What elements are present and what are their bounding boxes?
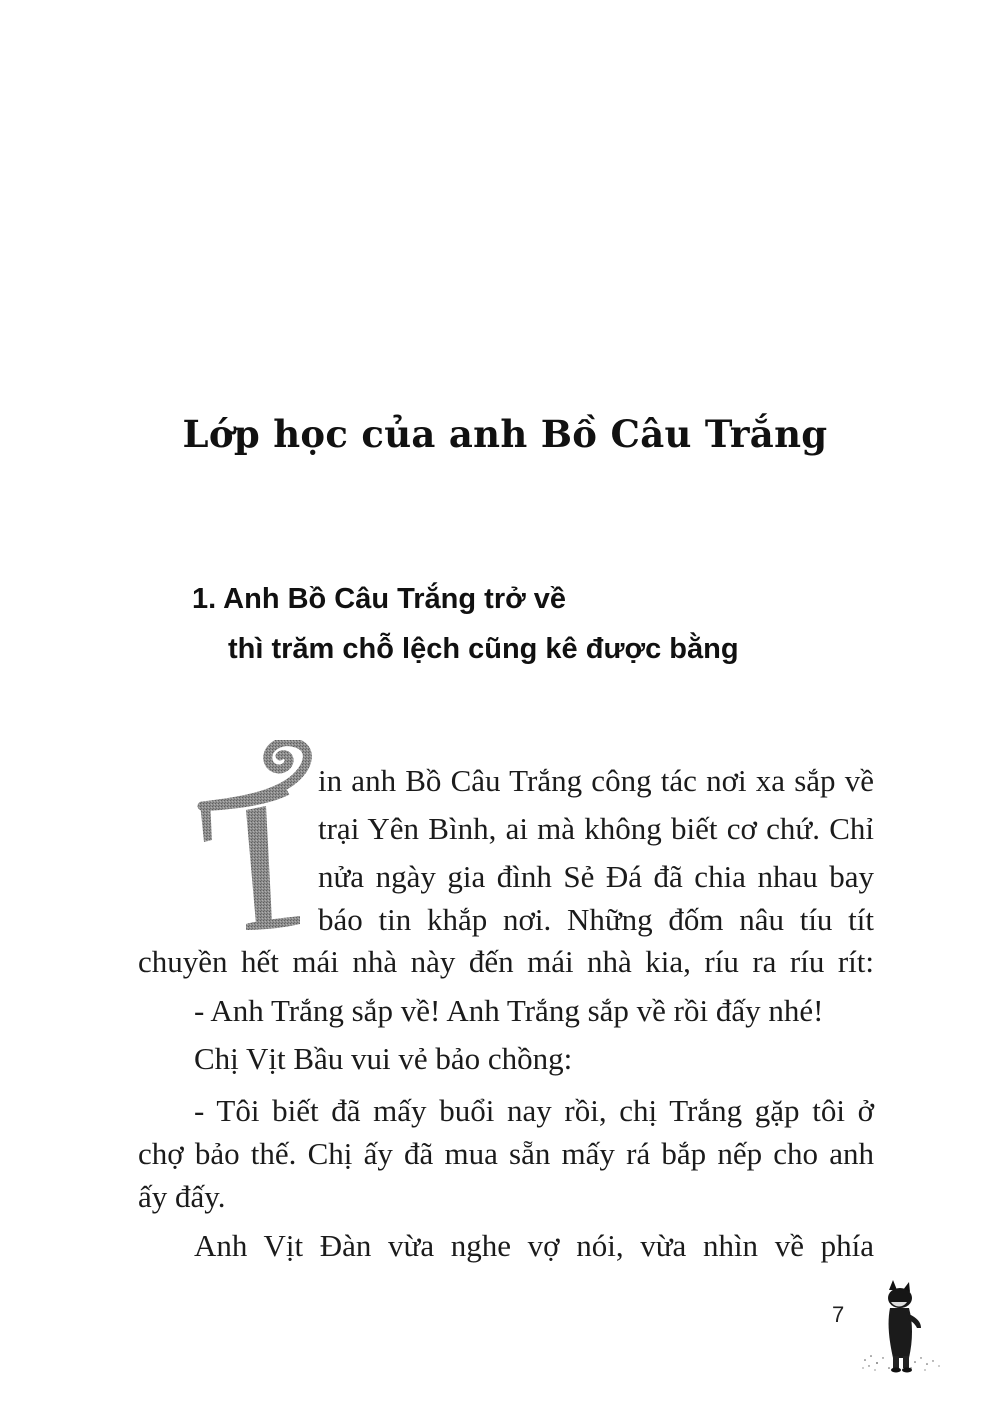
chapter-title: Lớp học của anh Bồ Câu Trắng [182,412,828,456]
body-line-8: - Tôi biết đã mấy buổi nay rồi, chị Trắng gặp tôi ở [194,1093,874,1128]
body-line-9: chợ bảo thế. Chị ấy đã mua sẵn mấy rá bắp nếp cho anh [138,1136,874,1171]
body-line-6: - Anh Trắng sắp về! Anh Trắng sắp về rồi đấy nhé! [194,993,824,1028]
section-heading-line-2: thì trăm chỗ lệch cũng kê được bằng [228,633,739,665]
drop-cap-t-icon [188,740,313,930]
body-line-2: trại Yên Bình, ai mà không biết cơ chứ. Chỉ [318,811,874,846]
body-line-11: Anh Vịt Đàn vừa nghe vợ nói, vừa nhìn về phía [194,1228,874,1263]
body-line-3: nửa ngày gia đình Sẻ Đá đã chia nhau bay [318,859,874,894]
fox-illustration-icon [855,1278,945,1378]
body-line-1: in anh Bồ Câu Trắng công tác nơi xa sắp về [318,763,874,798]
page-number: 7 [832,1302,845,1327]
body-line-10: ấy đấy. [138,1179,226,1214]
body-line-4: báo tin khắp nơi. Những đốm nâu tíu tít [318,902,874,937]
body-line-5: chuyền hết mái nhà này đến mái nhà kia, ríu ra ríu rít: [138,944,874,979]
body-line-7: Chị Vịt Bầu vui vẻ bảo chồng: [194,1041,573,1076]
section-heading-line-1: 1. Anh Bồ Câu Trắng trở về [192,583,567,615]
